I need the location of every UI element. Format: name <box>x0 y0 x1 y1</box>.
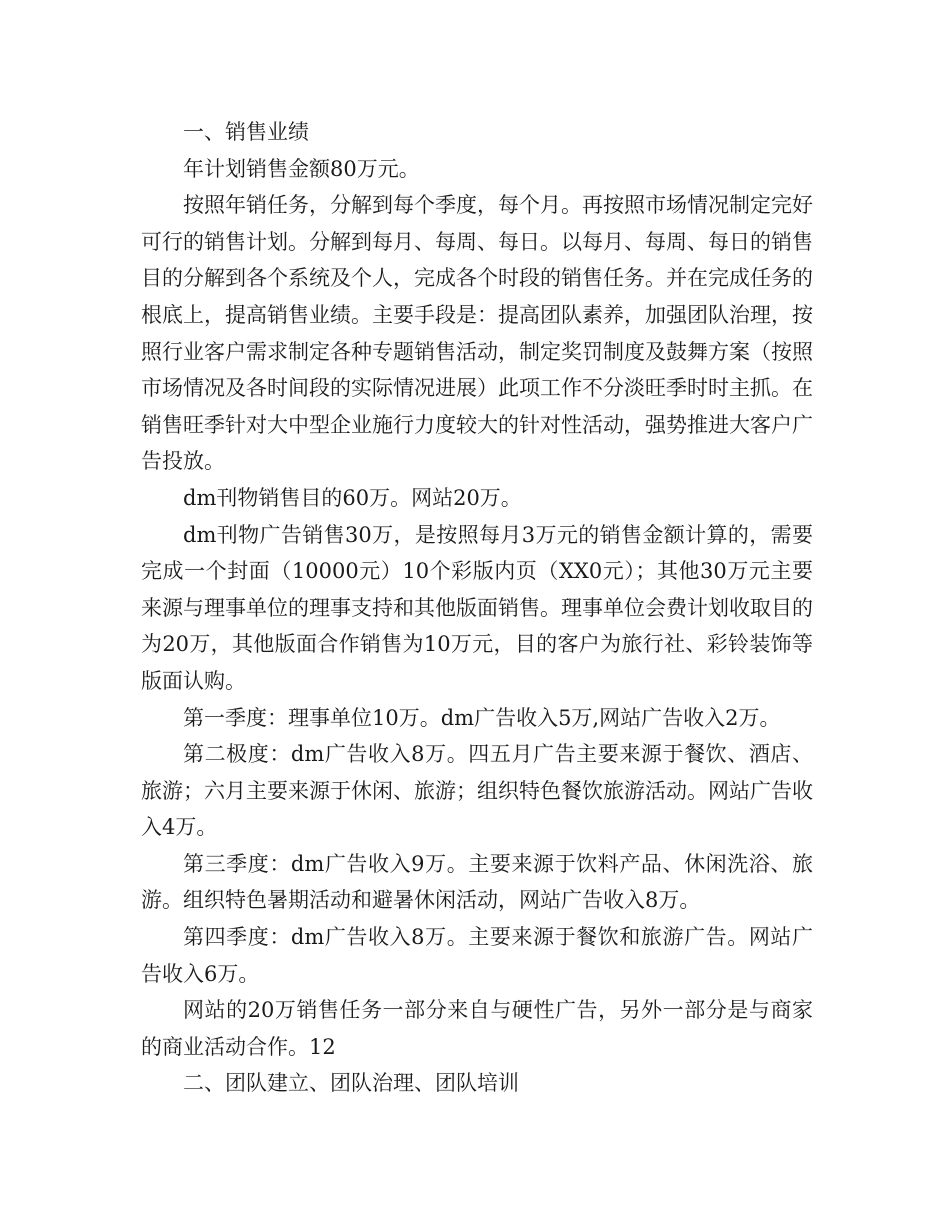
paragraph-dm-ad-sales: dm刊物广告销售30万，是按照每月3万元的销售金额计算的，需要完成一个封面（10000元）10个彩版内页（XX0元）；其他30万元主要来源与理事单位的理事支持和其他版面销售。理事单位会费计划收取目的为20万，其他版面合作销售为10万元，目的客户为旅行社、彩铃装饰等版面认购。 <box>141 522 813 693</box>
paragraph-website-sales: 网站的20万销售任务一部分来自与硬性广告，另外一部分是与商家的商业活动合作。12 <box>141 998 813 1059</box>
paragraph-q1: 第一季度：理事单位10万。dm广告收入5万,网站广告收入2万。 <box>183 705 781 730</box>
section-heading-sales-performance: 一、销售业绩 <box>183 120 309 144</box>
paragraph-q2: 第二极度：dm广告收入8万。四五月广告主要来源于餐饮、酒店、旅游；六月主要来源于休闲、旅游；组织特色餐饮旅游活动。网站广告收入4万。 <box>141 742 813 840</box>
section-heading-team: 二、团队建立、团队治理、团队培训 <box>183 1071 519 1096</box>
paragraph-sales-plan: 按照年销任务，分解到每个季度，每个月。再按照市场情况制定完好可行的销售计划。分解到每月、每周、每日。以每月、每周、每日的销售目的分解到各个系统及个人，完成各个时段的销售任务。并在完成任务的根底上，提高销售业绩。主要手段是：提高团队素养，加强团队治理，按照行业客户需求制定各种专题销售活动，制定奖罚制度及鼓舞方案（按照市场情况及各时间段的实际情况进展）此项工作不分淡旺季时时主抓。在销售旺季针对大中型企业施行力度较大的针对性活动，强势推进大客户广告投放。 <box>141 193 813 474</box>
document-body <box>141 114 813 1102</box>
paragraph-q4: 第四季度：dm广告收入8万。主要来源于餐饮和旅游广告。网站广告收入6万。 <box>141 925 813 986</box>
paragraph-dm-website-target: dm刊物销售目的60万。网站20万。 <box>183 485 522 510</box>
paragraph-q3: 第三季度：dm广告收入9万。主要来源于饮料产品、休闲洗浴、旅游。组织特色暑期活动和避暑休闲活动，网站广告收入8万。 <box>141 851 813 913</box>
paragraph-annual-target: 年计划销售金额80万元。 <box>183 156 420 181</box>
